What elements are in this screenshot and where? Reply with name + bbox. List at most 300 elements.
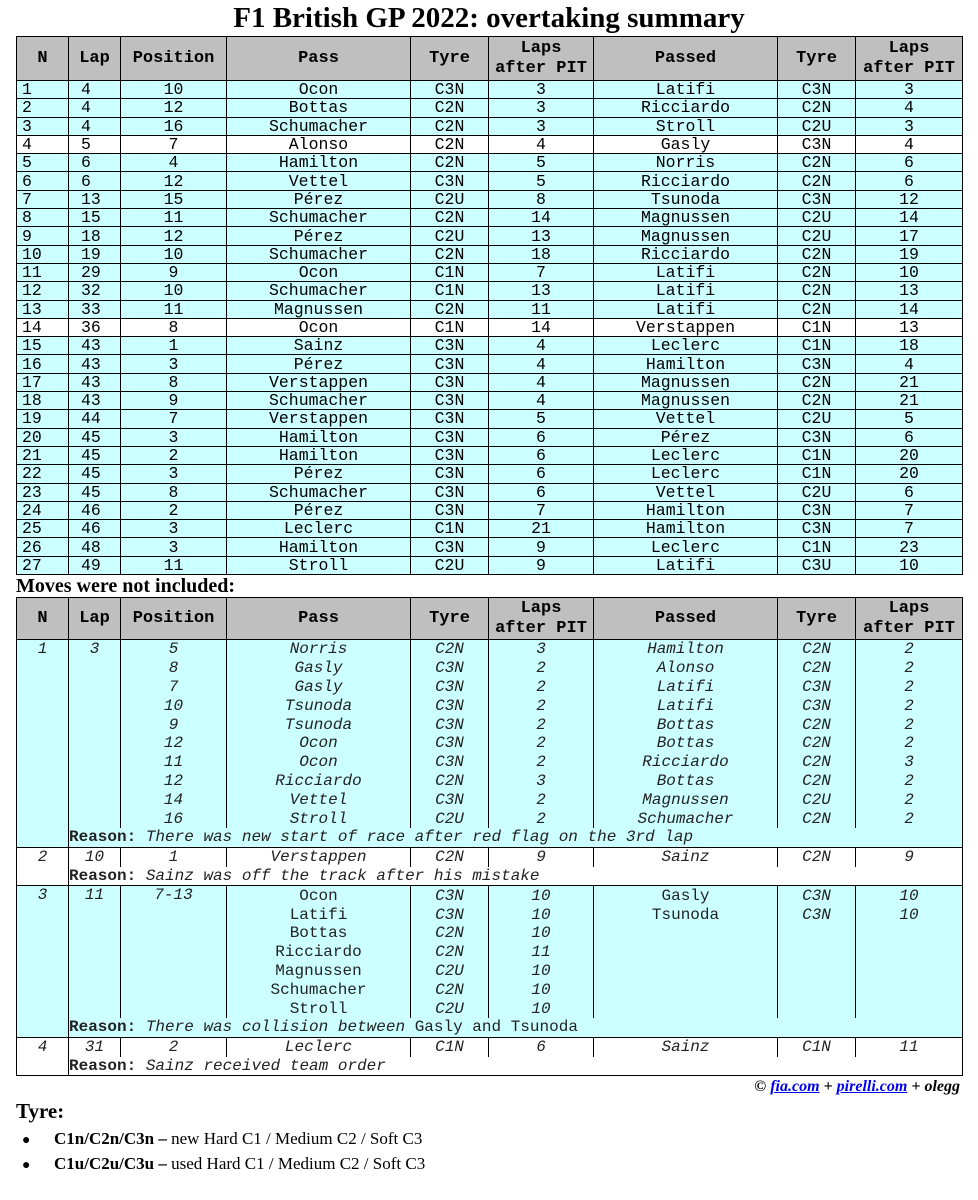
- table-header-row: [17, 37, 963, 81]
- cell-position: 10: [121, 696, 227, 715]
- cell-pass-laps-after-pit: 6: [489, 465, 594, 483]
- cell-n: 5: [17, 154, 69, 172]
- cell-passed-laps-after-pit: 12: [856, 190, 963, 208]
- legend-item: [22, 1126, 978, 1151]
- cell-lap: 45: [69, 428, 121, 446]
- cell-passed: Hamilton: [594, 640, 778, 659]
- cell-passed-laps-after-pit: [856, 980, 963, 999]
- cell-pass: Schumacher: [227, 392, 411, 410]
- cell-pass: Leclerc: [227, 520, 411, 538]
- table-row: [17, 337, 963, 355]
- cell-pass: Schumacher: [227, 117, 411, 135]
- cell-pass-laps-after-pit: 2: [489, 753, 594, 772]
- cell-pass-laps-after-pit: 3: [489, 772, 594, 791]
- cell-passed-laps-after-pit: 4: [856, 135, 963, 153]
- cell-pass-tyre: C3N: [411, 465, 489, 483]
- cell-n: 14: [17, 318, 69, 336]
- cell-pass: Ocon: [227, 318, 411, 336]
- cell-pass-laps-after-pit: 8: [489, 190, 594, 208]
- reason-label: Reason:: [69, 866, 137, 885]
- header-tyre-passed: Tyre: [778, 37, 856, 81]
- excluded-row: [17, 678, 963, 697]
- cell-passed-laps-after-pit: [856, 999, 963, 1018]
- cell-passed-laps-after-pit: 14: [856, 209, 963, 227]
- cell-passed-tyre: C2N: [778, 99, 856, 117]
- cell-pass-laps-after-pit: 2: [489, 790, 594, 809]
- cell-pass-tyre: C1N: [411, 282, 489, 300]
- cell-passed-tyre: C2U: [778, 410, 856, 428]
- cell-passed-laps-after-pit: 2: [856, 715, 963, 734]
- cell-passed-tyre: [778, 999, 856, 1018]
- cell-passed: Leclerc: [594, 538, 778, 556]
- cell-n: 1: [17, 640, 69, 848]
- cell-pass-tyre: C3N: [411, 753, 489, 772]
- table-row: [17, 538, 963, 556]
- cell-passed: Leclerc: [594, 465, 778, 483]
- excluded-reason: [69, 1018, 963, 1037]
- cell-n: 27: [17, 556, 69, 574]
- cell-n: 21: [17, 446, 69, 464]
- excluded-row: [17, 753, 963, 772]
- cell-position: 7: [121, 678, 227, 697]
- cell-pass: Sainz: [227, 337, 411, 355]
- cell-passed: Hamilton: [594, 355, 778, 373]
- cell-pass-tyre: C2U: [411, 227, 489, 245]
- cell-n: 9: [17, 227, 69, 245]
- cell-passed-tyre: C2N: [778, 282, 856, 300]
- cell-lap: 46: [69, 520, 121, 538]
- cell-position: 12: [121, 772, 227, 791]
- cell-pass-laps-after-pit: 4: [489, 337, 594, 355]
- cell-passed-laps-after-pit: 20: [856, 446, 963, 464]
- cell-pass: Pérez: [227, 190, 411, 208]
- cell-pass-tyre: C1N: [411, 318, 489, 336]
- fia-link[interactable]: fia.com: [770, 1078, 820, 1096]
- cell-position: 11: [121, 753, 227, 772]
- cell-pass-tyre: C1N: [411, 263, 489, 281]
- cell-pass-tyre: C2N: [411, 209, 489, 227]
- cell-passed-tyre: C2N: [778, 809, 856, 828]
- cell-position: 11: [121, 300, 227, 318]
- cell-passed-tyre: C2U: [778, 483, 856, 501]
- cell-pass-laps-after-pit: 3: [489, 99, 594, 117]
- cell-pass: Gasly: [227, 659, 411, 678]
- cell-lap: 6: [69, 154, 121, 172]
- cell-pass-tyre: C1N: [411, 520, 489, 538]
- excluded-reason-row: [17, 867, 963, 886]
- cell-position: 3: [121, 428, 227, 446]
- cell-pass: Schumacher: [227, 282, 411, 300]
- cell-pass-laps-after-pit: 2: [489, 715, 594, 734]
- cell-passed-tyre: C2U: [778, 117, 856, 135]
- cell-position: 9: [121, 715, 227, 734]
- cell-pass: Norris: [227, 640, 411, 659]
- reason-text: Sainz was off the track after his mistake: [145, 866, 540, 885]
- cell-passed-tyre: C1N: [778, 538, 856, 556]
- credit-plus: +: [823, 1078, 833, 1096]
- cell-position: 3: [121, 465, 227, 483]
- cell-passed-tyre: C2U: [778, 790, 856, 809]
- cell-pass-laps-after-pit: 2: [489, 809, 594, 828]
- cell-passed: Sainz: [594, 1037, 778, 1056]
- cell-pass: Schumacher: [227, 483, 411, 501]
- table-row: [17, 465, 963, 483]
- table-row: [17, 483, 963, 501]
- cell-passed-tyre: C1N: [778, 446, 856, 464]
- cell-passed-laps-after-pit: 7: [856, 501, 963, 519]
- cell-passed: Sainz: [594, 847, 778, 866]
- cell-pass-tyre: C3N: [411, 483, 489, 501]
- cell-passed-tyre: C3N: [778, 501, 856, 519]
- cell-n: 18: [17, 392, 69, 410]
- table-row: [17, 428, 963, 446]
- cell-passed-tyre: C2N: [778, 373, 856, 391]
- cell-passed-laps-after-pit: 6: [856, 483, 963, 501]
- cell-pass: Schumacher: [227, 980, 411, 999]
- cell-pass-tyre: C3N: [411, 446, 489, 464]
- cell-pass-tyre: C3N: [411, 734, 489, 753]
- table-row: [17, 355, 963, 373]
- cell-pass-laps-after-pit: 2: [489, 659, 594, 678]
- cell-passed: Bottas: [594, 772, 778, 791]
- cell-position: 9: [121, 263, 227, 281]
- cell-pass-tyre: C3N: [411, 81, 489, 99]
- header-passed: Passed: [594, 598, 778, 640]
- cell-passed: Bottas: [594, 734, 778, 753]
- cell-pass: Magnussen: [227, 962, 411, 981]
- header-pass: Pass: [227, 598, 411, 640]
- cell-passed-tyre: C3N: [778, 678, 856, 697]
- cell-pass-tyre: C3N: [411, 410, 489, 428]
- cell-pass-laps-after-pit: 9: [489, 556, 594, 574]
- cell-passed-tyre: C1N: [778, 465, 856, 483]
- cell-passed: [594, 943, 778, 962]
- cell-pass-laps-after-pit: 6: [489, 1037, 594, 1056]
- cell-passed: Magnussen: [594, 209, 778, 227]
- reason-label: Reason:: [69, 1056, 137, 1075]
- cell-position: 12: [121, 99, 227, 117]
- cell-passed-laps-after-pit: 2: [856, 678, 963, 697]
- legend-sep: –: [158, 1154, 167, 1174]
- cell-passed-tyre: C2N: [778, 772, 856, 791]
- cell-passed-laps-after-pit: 10: [856, 905, 963, 924]
- cell-pass-laps-after-pit: 11: [489, 300, 594, 318]
- cell-lap: 36: [69, 318, 121, 336]
- pirelli-link[interactable]: pirelli.com: [836, 1078, 908, 1096]
- header-lap: Lap: [69, 37, 121, 81]
- excluded-row: [17, 847, 963, 866]
- cell-position: 1: [121, 337, 227, 355]
- cell-passed-laps-after-pit: [856, 943, 963, 962]
- cell-pass-laps-after-pit: 10: [489, 905, 594, 924]
- cell-pass-laps-after-pit: 4: [489, 135, 594, 153]
- cell-passed-tyre: C1N: [778, 1037, 856, 1056]
- cell-passed-laps-after-pit: 10: [856, 556, 963, 574]
- cell-passed-tyre: C2N: [778, 172, 856, 190]
- table-row: [17, 392, 963, 410]
- cell-pass-tyre: C2N: [411, 245, 489, 263]
- cell-pass-laps-after-pit: 7: [489, 263, 594, 281]
- cell-pass-laps-after-pit: 14: [489, 209, 594, 227]
- excluded-reason: [69, 828, 963, 847]
- cell-passed-tyre: C2N: [778, 245, 856, 263]
- cell-position: 7-13: [121, 886, 227, 1018]
- cell-n: 17: [17, 373, 69, 391]
- excluded-moves-table: [16, 597, 963, 1076]
- cell-pass: Ocon: [227, 734, 411, 753]
- cell-pass-tyre: C2U: [411, 190, 489, 208]
- cell-passed: Magnussen: [594, 392, 778, 410]
- cell-position: 4: [121, 154, 227, 172]
- cell-passed-tyre: C3N: [778, 696, 856, 715]
- cell-passed: Vettel: [594, 483, 778, 501]
- cell-position: 9: [121, 392, 227, 410]
- cell-pass: Magnussen: [227, 300, 411, 318]
- cell-pass-laps-after-pit: 4: [489, 355, 594, 373]
- cell-pass-tyre: C3N: [411, 696, 489, 715]
- cell-pass-laps-after-pit: 2: [489, 678, 594, 697]
- cell-pass-tyre: C3N: [411, 172, 489, 190]
- cell-passed: Stroll: [594, 117, 778, 135]
- cell-pass: Latifi: [227, 905, 411, 924]
- cell-lap: 49: [69, 556, 121, 574]
- cell-pass-tyre: C3N: [411, 905, 489, 924]
- table-row: [17, 227, 963, 245]
- cell-pass-laps-after-pit: 18: [489, 245, 594, 263]
- cell-lap: 15: [69, 209, 121, 227]
- cell-pass: Schumacher: [227, 245, 411, 263]
- cell-pass: Bottas: [227, 924, 411, 943]
- cell-lap: 31: [69, 1037, 121, 1056]
- excluded-row: [17, 1037, 963, 1056]
- cell-passed-laps-after-pit: 10: [856, 886, 963, 905]
- cell-passed: Latifi: [594, 282, 778, 300]
- cell-lap: 4: [69, 99, 121, 117]
- excluded-header-row: [17, 598, 963, 640]
- cell-pass-tyre: C1N: [411, 1037, 489, 1056]
- header-tyre-passed: Tyre: [778, 598, 856, 640]
- cell-lap: 32: [69, 282, 121, 300]
- table-row: [17, 135, 963, 153]
- cell-n: 7: [17, 190, 69, 208]
- excluded-reason-row: [17, 1018, 963, 1037]
- cell-n: 15: [17, 337, 69, 355]
- cell-passed-laps-after-pit: 4: [856, 99, 963, 117]
- cell-passed-tyre: [778, 943, 856, 962]
- cell-passed-tyre: C2N: [778, 263, 856, 281]
- cell-passed-tyre: C3N: [778, 190, 856, 208]
- cell-passed-laps-after-pit: 6: [856, 428, 963, 446]
- cell-position: 10: [121, 81, 227, 99]
- cell-pass-laps-after-pit: 5: [489, 410, 594, 428]
- cell-lap: 46: [69, 501, 121, 519]
- cell-pass-tyre: C3N: [411, 659, 489, 678]
- cell-pass-tyre: C3N: [411, 678, 489, 697]
- cell-position: 8: [121, 659, 227, 678]
- cell-position: 3: [121, 355, 227, 373]
- cell-lap: 43: [69, 373, 121, 391]
- cell-passed: Latifi: [594, 300, 778, 318]
- legend-text: new Hard C1 / Medium C2 / Soft C3: [171, 1129, 423, 1149]
- cell-pass-laps-after-pit: 2: [489, 696, 594, 715]
- cell-lap: 44: [69, 410, 121, 428]
- cell-n: 2: [17, 847, 69, 886]
- cell-position: 8: [121, 373, 227, 391]
- cell-position: 12: [121, 227, 227, 245]
- table-row: [17, 263, 963, 281]
- cell-lap: 48: [69, 538, 121, 556]
- header-pass: Pass: [227, 37, 411, 81]
- cell-lap: 3: [69, 640, 121, 828]
- cell-passed-laps-after-pit: 13: [856, 282, 963, 300]
- cell-pass: Pérez: [227, 501, 411, 519]
- cell-pass: Vettel: [227, 790, 411, 809]
- table-row: [17, 373, 963, 391]
- cell-passed: Alonso: [594, 659, 778, 678]
- cell-n: 20: [17, 428, 69, 446]
- cell-pass-tyre: C3N: [411, 715, 489, 734]
- cell-position: 11: [121, 209, 227, 227]
- cell-pass: Verstappen: [227, 847, 411, 866]
- cell-pass-tyre: C2U: [411, 962, 489, 981]
- cell-pass: Hamilton: [227, 154, 411, 172]
- header-laps-after-pit-passed: Laps after PIT: [856, 598, 963, 640]
- cell-passed-tyre: [778, 962, 856, 981]
- cell-passed-laps-after-pit: 7: [856, 520, 963, 538]
- cell-pass-laps-after-pit: 4: [489, 373, 594, 391]
- cell-lap: 11: [69, 886, 121, 1018]
- cell-passed: Leclerc: [594, 446, 778, 464]
- cell-passed: Schumacher: [594, 809, 778, 828]
- table-row: [17, 209, 963, 227]
- cell-position: 15: [121, 190, 227, 208]
- cell-position: 10: [121, 245, 227, 263]
- header-position: Position: [121, 37, 227, 81]
- cell-pass-tyre: C2N: [411, 980, 489, 999]
- cell-passed-laps-after-pit: 23: [856, 538, 963, 556]
- cell-passed: [594, 924, 778, 943]
- cell-passed: Gasly: [594, 135, 778, 153]
- cell-passed-tyre: C3N: [778, 520, 856, 538]
- cell-pass-laps-after-pit: 13: [489, 227, 594, 245]
- cell-lap: 13: [69, 190, 121, 208]
- copyright-symbol: ©: [754, 1078, 767, 1096]
- cell-lap: 19: [69, 245, 121, 263]
- cell-passed: [594, 999, 778, 1018]
- cell-pass-tyre: C3N: [411, 373, 489, 391]
- page-title: F1 British GP 2022: overtaking summary: [233, 2, 745, 34]
- cell-pass: Ricciardo: [227, 772, 411, 791]
- cell-passed-tyre: C2N: [778, 715, 856, 734]
- cell-n: 1: [17, 81, 69, 99]
- cell-passed-laps-after-pit: 2: [856, 772, 963, 791]
- excluded-reason-row: [17, 1057, 963, 1076]
- cell-pass: Schumacher: [227, 209, 411, 227]
- cell-position: 14: [121, 790, 227, 809]
- excluded-row: [17, 809, 963, 828]
- cell-pass-laps-after-pit: 6: [489, 428, 594, 446]
- cell-pass-tyre: C2U: [411, 809, 489, 828]
- cell-pass: Stroll: [227, 556, 411, 574]
- cell-passed: Latifi: [594, 678, 778, 697]
- cell-position: 2: [121, 501, 227, 519]
- table-row: [17, 410, 963, 428]
- cell-pass-laps-after-pit: 10: [489, 886, 594, 905]
- cell-passed-laps-after-pit: 5: [856, 410, 963, 428]
- cell-passed: Ricciardo: [594, 172, 778, 190]
- excluded-reason: [69, 1057, 963, 1076]
- cell-pass-laps-after-pit: 2: [489, 734, 594, 753]
- cell-pass: Leclerc: [227, 1037, 411, 1056]
- cell-lap: 6: [69, 172, 121, 190]
- cell-pass-laps-after-pit: 3: [489, 81, 594, 99]
- cell-passed: Latifi: [594, 696, 778, 715]
- table-row: [17, 154, 963, 172]
- cell-passed-tyre: C3U: [778, 556, 856, 574]
- table-row: [17, 81, 963, 99]
- cell-passed-laps-after-pit: 21: [856, 392, 963, 410]
- cell-passed: Latifi: [594, 263, 778, 281]
- cell-pass-tyre: C2N: [411, 99, 489, 117]
- cell-pass-tyre: C2N: [411, 640, 489, 659]
- excluded-row: [17, 696, 963, 715]
- cell-passed: Bottas: [594, 715, 778, 734]
- cell-passed-laps-after-pit: [856, 962, 963, 981]
- cell-pass-laps-after-pit: 3: [489, 117, 594, 135]
- cell-pass-tyre: C3N: [411, 886, 489, 905]
- cell-lap: 43: [69, 355, 121, 373]
- cell-pass: Bottas: [227, 99, 411, 117]
- cell-passed: Tsunoda: [594, 190, 778, 208]
- cell-lap: 43: [69, 392, 121, 410]
- cell-passed-tyre: C3N: [778, 135, 856, 153]
- cell-passed-tyre: C2U: [778, 209, 856, 227]
- cell-n: 22: [17, 465, 69, 483]
- cell-position: 7: [121, 410, 227, 428]
- cell-pass: Stroll: [227, 809, 411, 828]
- cell-passed-laps-after-pit: 3: [856, 81, 963, 99]
- cell-passed-laps-after-pit: 6: [856, 154, 963, 172]
- cell-passed-laps-after-pit: 18: [856, 337, 963, 355]
- cell-pass-tyre: C2N: [411, 943, 489, 962]
- header-passed: Passed: [594, 37, 778, 81]
- header-n: N: [17, 598, 69, 640]
- credit-line: [0, 1076, 960, 1098]
- cell-passed-laps-after-pit: 2: [856, 809, 963, 828]
- cell-passed: Ricciardo: [594, 245, 778, 263]
- cell-pass: Pérez: [227, 465, 411, 483]
- header-n: N: [17, 37, 69, 81]
- cell-pass-laps-after-pit: 10: [489, 999, 594, 1018]
- cell-passed-tyre: [778, 980, 856, 999]
- cell-passed-laps-after-pit: 2: [856, 696, 963, 715]
- excluded-reason: [69, 867, 963, 886]
- bullet-icon: ●: [22, 1133, 31, 1149]
- cell-passed-tyre: C1N: [778, 337, 856, 355]
- legend-sep: –: [158, 1129, 167, 1149]
- cell-passed: Pérez: [594, 428, 778, 446]
- cell-position: 3: [121, 538, 227, 556]
- cell-lap: 45: [69, 446, 121, 464]
- cell-passed-tyre: C2N: [778, 640, 856, 659]
- cell-passed-laps-after-pit: 10: [856, 263, 963, 281]
- cell-passed-laps-after-pit: 9: [856, 847, 963, 866]
- cell-position: 5: [121, 640, 227, 659]
- bullet-icon: ●: [22, 1158, 31, 1174]
- table-row: [17, 556, 963, 574]
- cell-n: 3: [17, 117, 69, 135]
- cell-pass-laps-after-pit: 4: [489, 392, 594, 410]
